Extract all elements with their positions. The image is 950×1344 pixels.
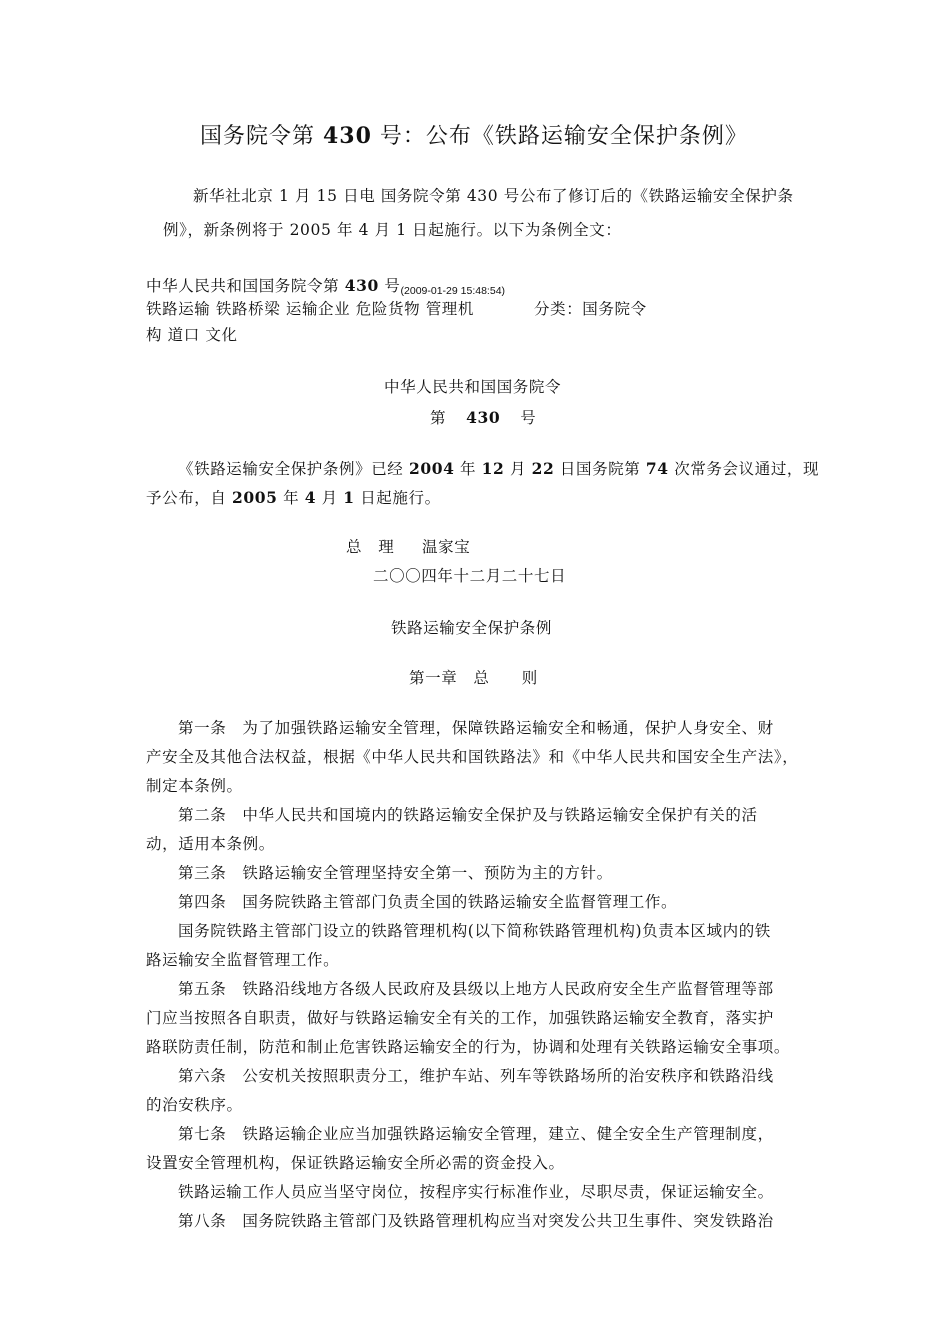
order-text: 次常务会议通过，现	[668, 460, 820, 478]
article-line: 第二条 中华人民共和国境内的铁路运输安全保护及与铁路运输安全保护有关的活	[178, 806, 758, 824]
meta-category[interactable]: 分类：国务院令	[534, 300, 647, 318]
order-paragraph-line-2	[146, 490, 441, 507]
meta-tags-line-2[interactable]: 构 道口 文化	[146, 326, 238, 344]
article-line: 设置安全管理机构，保证铁路运输安全所必需的资金投入。	[146, 1154, 565, 1172]
title-prefix: 国务院令第	[200, 124, 323, 149]
article-line: 第三条 铁路运输安全管理坚持安全第一、预防为主的方针。	[178, 864, 613, 882]
premier-label: 总 理	[346, 538, 395, 556]
article-line: 铁路运输工作人员应当坚守岗位，按程序实行标准作业，尽职尽责，保证运输安全。	[178, 1183, 774, 1201]
order-session: 74	[645, 459, 669, 478]
premier-name: 温家宝	[422, 538, 471, 556]
order-number: 430	[466, 408, 501, 427]
article-line: 第八条 国务院铁路主管部门及铁路管理机构应当对突发公共卫生事件、突发铁路治	[178, 1212, 774, 1230]
order-number-prefix: 第	[430, 409, 447, 427]
article-line: 制定本条例。	[146, 777, 243, 795]
order-paragraph-line-1	[178, 461, 819, 478]
title-suffix: 号：公布《铁路运输安全保护条例》	[371, 124, 748, 149]
article-line: 第五条 铁路沿线地方各级人民政府及县级以上地方人民政府安全生产监督管理等部	[178, 980, 774, 998]
order-number-line	[430, 410, 536, 427]
order-year: 2004	[408, 459, 455, 478]
article-line: 产安全及其他合法权益，根据《中华人民共和国铁路法》和《中华人民共和国安全生产法》，	[146, 748, 799, 766]
order-text: 年	[277, 489, 305, 507]
intro-line-2: 例》，新条例将于 2005 年 4 月 1 日起施行。以下为条例全文：	[163, 221, 622, 239]
order-text: 月	[504, 460, 532, 478]
article-line: 第六条 公安机关按照职责分工，维护车站、列车等铁路场所的治安秩序和铁路沿线	[178, 1067, 774, 1085]
order-day: 22	[531, 459, 555, 478]
meta-heading-prefix: 中华人民共和国国务院令第	[146, 277, 345, 295]
article-line: 路联防责任制，防范和制止危害铁路运输安全的行为，协调和处理有关铁路运输安全事项。	[146, 1038, 791, 1056]
order-text: 日起施行。	[354, 489, 441, 507]
order-number-suffix: 号	[520, 409, 537, 427]
article-line: 第一条 为了加强铁路运输安全管理，保障铁路运输安全和畅通，保护人身安全、财	[178, 719, 774, 737]
regulation-title: 铁路运输安全保护条例	[391, 619, 553, 637]
meta-tags-line-1[interactable]: 铁路运输 铁路桥梁 运输企业 危险货物 管理机	[146, 300, 475, 318]
document-title	[200, 125, 748, 148]
order-text: 《铁路运输安全保护条例》已经	[178, 460, 409, 478]
order-text: 予公布，自	[146, 489, 233, 507]
order-text: 年	[454, 460, 482, 478]
title-order-number: 430	[323, 123, 372, 149]
meta-heading	[146, 278, 505, 297]
order-month: 12	[481, 459, 505, 478]
article-line: 国务院铁路主管部门设立的铁路管理机构(以下简称铁路管理机构)负责本区域内的铁	[178, 922, 771, 940]
chapter-heading: 第一章 总 则	[409, 669, 538, 687]
order-text: 日国务院第	[554, 460, 646, 478]
meta-timestamp: (2009-01-29 15:48:54)	[400, 285, 506, 297]
meta-heading-number: 430	[344, 276, 379, 295]
article-line: 第七条 铁路运输企业应当加强铁路运输安全管理，建立、健全安全生产管理制度，	[178, 1125, 774, 1143]
order-heading: 中华人民共和国国务院令	[384, 378, 562, 396]
effective-year: 2005	[232, 488, 278, 507]
article-line: 的治安秩序。	[146, 1096, 243, 1114]
order-text: 月	[316, 489, 344, 507]
article-line: 路运输安全监督管理工作。	[146, 951, 340, 969]
order-date: 二〇〇四年十二月二十七日	[373, 567, 567, 585]
effective-day: 1	[343, 488, 355, 507]
meta-heading-suffix: 号	[378, 277, 401, 295]
article-line: 动，适用本条例。	[146, 835, 275, 853]
intro-line-1: 新华社北京 1 月 15 日电 国务院令第 430 号公布了修订后的《铁路运输安全保护条	[193, 187, 794, 205]
article-line: 第四条 国务院铁路主管部门负责全国的铁路运输安全监督管理工作。	[178, 893, 678, 911]
article-line: 门应当按照各自职责，做好与铁路运输安全有关的工作，加强铁路运输安全教育，落实护	[146, 1009, 774, 1027]
effective-month: 4	[304, 488, 317, 507]
